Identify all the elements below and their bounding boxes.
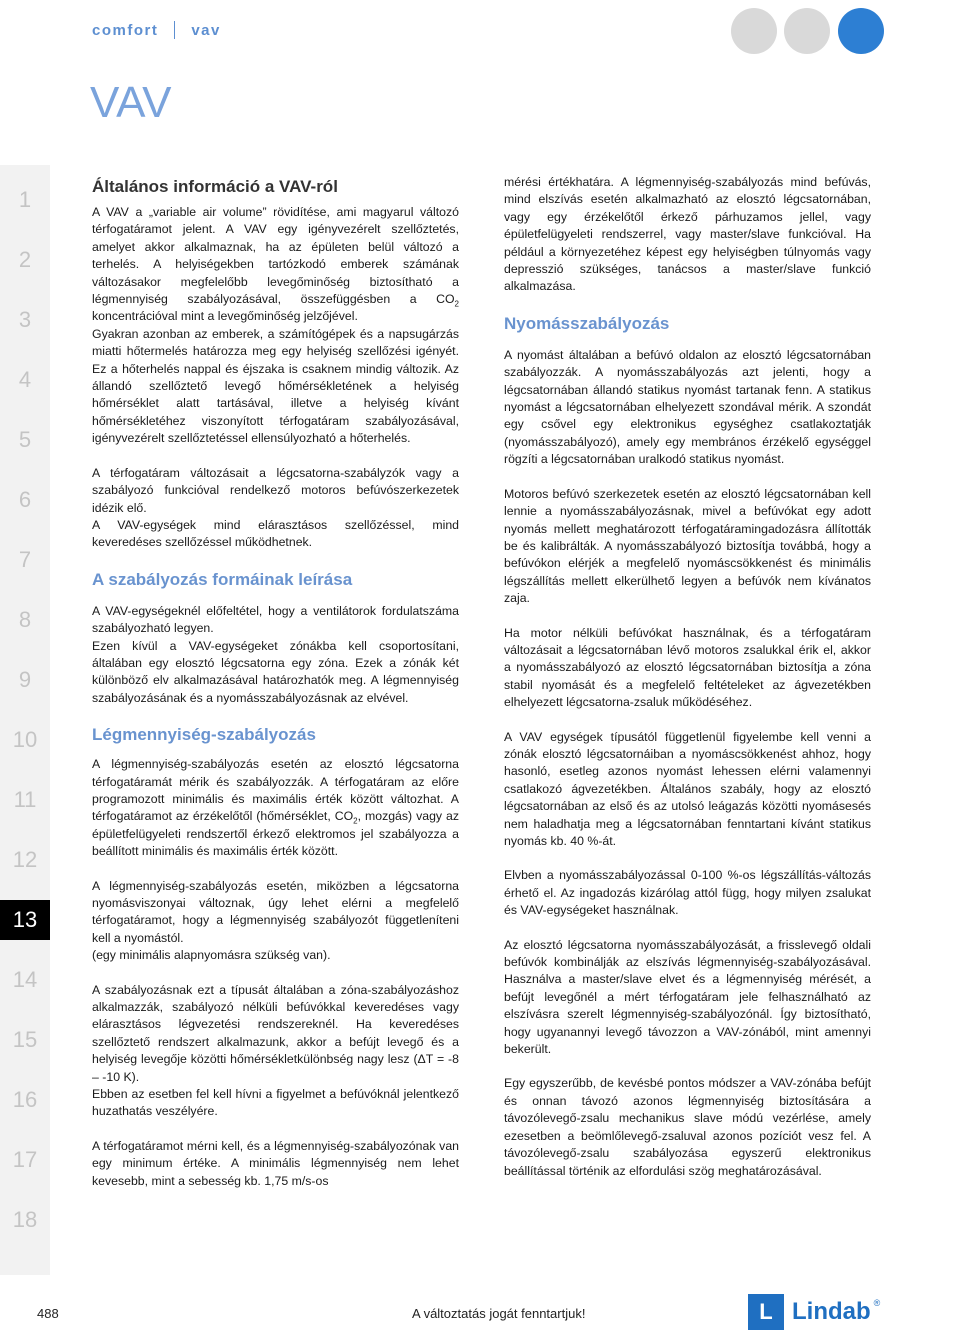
- rights-note: A változtatás jogát fenntartjuk!: [412, 1306, 586, 1321]
- paragraph: A nyomást általában a befúvó oldalon az elosztó légcsatornában szabályozzák. A nyomásszabályozás azt jelenti, hogy a légcsatornában állandó statikus nyomást tartanak fenn. A statikus nyomást a légcsatornában elhelyezett szondával mérik. A szondát egy csővel egy elektronikus egységhez csatlakoztatják (nyomásszabályozó), amely egy membrános érzékelő egységgel rögzíti a légcsatornában uralkodó statikus nyomást.: [504, 347, 871, 467]
- decor-circle-1: [731, 8, 777, 54]
- chapter-number-4: 4: [18, 367, 32, 392]
- chapter-index: [0, 165, 50, 1275]
- chapter-number-6: 6: [18, 487, 32, 512]
- paragraph: Az elosztó légcsatorna nyomásszabályozását, a frisslevegő oldali befúvók kombinálják az elszívás légmennyiség-szabályozásával. Használva a master/slave elvet és a légmennyiség mérését, a befújt levegőnél a mért térfogatáram jele felhasználható az elszívásra szerelt légmennyiség-szabályozónál. Így biztosítható, hogy ugyanannyi levegő távozzon a VAV-zónából, mint amennyi bekerült.: [504, 937, 871, 1057]
- logo-mark-icon: L: [748, 1294, 784, 1330]
- chapter-number-3: 3: [18, 307, 32, 332]
- chapter-number-12: 12: [12, 847, 38, 872]
- chapter-number-18: 18: [12, 1207, 38, 1232]
- paragraph: Egy egyszerűbb, de kevésbé pontos módszer a VAV-zónába befújt és onnan távozó azonos légmennyiség biztosítására a távozólevegő-zsalu mechanikus slave módú vezérlése, amely ezesetben a beömlőlevegő-zsaluval azonos pozíciót vesz fel. A távozólevegő-zsalu szabályozása egyszerű elektronikus beállítással történik az elfordulási szög meghatározásával.: [504, 1076, 871, 1178]
- chapter-number-8: 8: [18, 607, 32, 632]
- paragraph: Ezen kívül a VAV-egységeket zónákba kell csoportosítani, általában egy elosztó légcsatorna egy zóna. Ezek a zónák két különböző elv alkalmazásával határozhatók meg. A légmennyiség szabályozásának és a nyomásszabályozásnak az elvével.: [92, 638, 459, 705]
- heading-general: Általános információ a VAV-ról: [92, 177, 338, 196]
- page-title: VAV: [90, 78, 172, 127]
- chapter-number-7: 7: [18, 547, 32, 572]
- chapter-number-9: 9: [18, 667, 32, 692]
- paragraph: Gyakran azonban az emberek, a számítógépek és a napsugárzás miatti hőtermelés határozza meg egy helyiség szellőzési igényét. Ez a hőterhelés nappal és éjszaka is csaknem mindig változik. Az állandó szellőztető levegő hőmérsékletének a helyiség hőmérséklet alatt tartásával, illetve a helyiség kívánt hőmérsékletéhez viszonyított térfogatáram szabályozásával, igényvezérelt szellőztetéssel ellensúlyozható a hőterhelés.: [92, 326, 459, 446]
- chapter-number-1: 1: [18, 187, 32, 212]
- paragraph: A VAV-egységeknél előfeltétel, hogy a ventilátorok fordulatszáma szabályozható legyen.: [92, 603, 459, 636]
- left-column: [92, 176, 459, 1190]
- header-separator: [174, 21, 175, 39]
- paragraph: A légmennyiség-szabályozás esetén az elosztó légcsatorna térfogatáramát mérik és szabályozzák. A térfogatáram az előre programozott minimális és maximális érték között változhat. A térfogatáramot az érzékelőtől (hőmérséklet, $CO_2$, mozgás) vagy az épületfelügyeleti rendszertől érkező elektromos jel szabályozza a beállított minimális és maximális érték között.: [92, 757, 460, 859]
- paragraph: A térfogatáramot mérni kell, és a légmennyiség-szabályozónak van egy minimum értéke. A minimális légmennyiség nem lehet kevesebb, mint a sebesség kb. 1,75 m/s-os: [92, 1138, 459, 1188]
- chapter-number-16: 16: [12, 1087, 38, 1112]
- chapter-number-13: 13: [0, 900, 50, 940]
- paragraph: Ebben az esetben fel kell hívni a figyelmet a befúvóknál jelentkező huzathatás veszélyére.: [92, 1087, 459, 1119]
- chapter-number-5: 5: [18, 427, 32, 452]
- paragraph: Motoros befúvó szerkezetek esetén az elosztó légcsatornában kell lennie a nyomásszabályozásnak, mivel a befúvókat egy adott nyomás mellett meghatározott térfogatáramingadozásra állították be és kalibrálták. A nyomásszabályozó biztosítja továbbá, hogy a befúvókon elérjék a megfelelő nyomáscsökkenést és minimális légszállítás mellett elkerülhető legyen a befúvók nem kívánatos zaja.: [504, 486, 871, 606]
- logo-text: Lindab: [792, 1298, 871, 1325]
- paragraph: (egy minimális alapnyomásra szükség van).: [92, 948, 331, 963]
- paragraph: A VAV a „variable air volume” rövidítése, ami magyarul változó térfogatáramot jelent. A VAV egy igényvezérelt szellőztetés, amelyet akkor alkalmaznak, ha az épületen belül változó a terhelés. A helyiségekben tartózkodó emberek számának változásakor megfelelőbb levegőminőség biztosítható a légmennyiség szabályozásával, összefüggésben a $CO_2$ koncentrációval mint a levegőminőség jelzőjével.: [92, 205, 459, 324]
- paragraph: A VAV egységek típusától függetlenül figyelembe kell venni a zónák elosztó légcsatornáiban a nyomáscsökkenést ahhoz, hogy hasonló, esetleg azonos nyomást lehessen elérni valamennyi csatlakozó ágvezetékben. Általános szabály, hogy az elosztó légcsatornában az első és az utolsó leágazás közötti nyomásesés nem haladhatja meg a légcsatornában fenntartani kívánt statikus nyomás kb. 40 %-át.: [504, 729, 871, 848]
- brand-label: comfort: [92, 21, 159, 39]
- paragraph: Ha motor nélküli befúvókat használnak, és a térfogatáram változásait a légcsatornában lévő motoros zsalukkal érik el, akkor a nyomásszabályozó az elosztó légcsatornában biztosítja a zóna stabil nyomását és a megfelelő feltételeket az ágvezetékben elhelyezett légcsatorna-zsaluk működéséhez.: [504, 625, 871, 710]
- chapter-number-15: 15: [12, 1027, 38, 1052]
- header-breadcrumb: [92, 20, 221, 40]
- paragraph: Elvben a nyomásszabályozással 0-100 %-os légszállítás-változás érhető el. Az ingadozás kizárólag attól függ, hogy milyen zsalukat és VAV-egységeket használnak.: [504, 868, 871, 918]
- page-number: 488: [37, 1306, 59, 1321]
- chapter-number-10: 10: [12, 727, 38, 752]
- paragraph: mérési értékhatára. A légmennyiség-szabályozás mind befúvás, mind elszívás esetén alkalmazható az elosztó légcsatornában, vagy egy érzékelőtől érkező párhuzamos jellel, vagy épületfelügyeleti rendszerrel, vagy master/slave funkcióval. Ha például a környezetéhez képest egy helyiségben túlnyomás vagy depresszió szükséges, tanácsos a master/slave funkció alkalmazása.: [504, 175, 871, 294]
- right-column: [504, 174, 871, 1180]
- chapter-number-14: 14: [12, 967, 38, 992]
- chapter-number-2: 2: [18, 247, 32, 272]
- heading-airflow-control: Légmennyiség-szabályozás: [92, 725, 316, 745]
- decor-circle-3: [838, 8, 884, 54]
- registered-mark: ®: [873, 1298, 881, 1308]
- paragraph: A térfogatáram változásait a légcsatorna-szabályzók vagy a szabályozó funkcióval rendelkező motoros befúvószerkezetek idézik elő.: [92, 465, 459, 515]
- heading-control-forms: A szabályozás formáinak leírása: [92, 569, 353, 589]
- heading-pressure-control: Nyomásszabályozás: [504, 313, 670, 333]
- paragraph: A légmennyiség-szabályozás esetén, miközben a légcsatorna nyomásviszonyai változnak, úgy lehet elérni a megfelelő térfogatáramot, hogy a légmennyiség szabályozót függetleníteni kell a nyomástól.: [92, 878, 459, 945]
- lindab-logo: [748, 1294, 888, 1330]
- decor-circle-2: [784, 8, 830, 54]
- chapter-number-11: 11: [13, 787, 37, 812]
- chapter-number-17: 17: [12, 1147, 38, 1172]
- paragraph: A VAV-egységek mind elárasztásos szellőzéssel, mind keveredéses szellőzéssel működhetnek.: [92, 517, 459, 550]
- section-label: vav: [191, 21, 221, 39]
- paragraph: A szabályozásnak ezt a típusát általában a zóna-szabályozáshoz alkalmazzák, szabályozó nélküli befúvókkal keveredéses vagy elárasztásos légvezetési rendszereknél. Ha keveredéses szellőztető rendszert alkalmazunk, akkor a befújt levegő és a helyiség levegője közötti hőmérsékletkülönbség nagy lesz (ΔT = -8 – -10 K).: [92, 982, 459, 1084]
